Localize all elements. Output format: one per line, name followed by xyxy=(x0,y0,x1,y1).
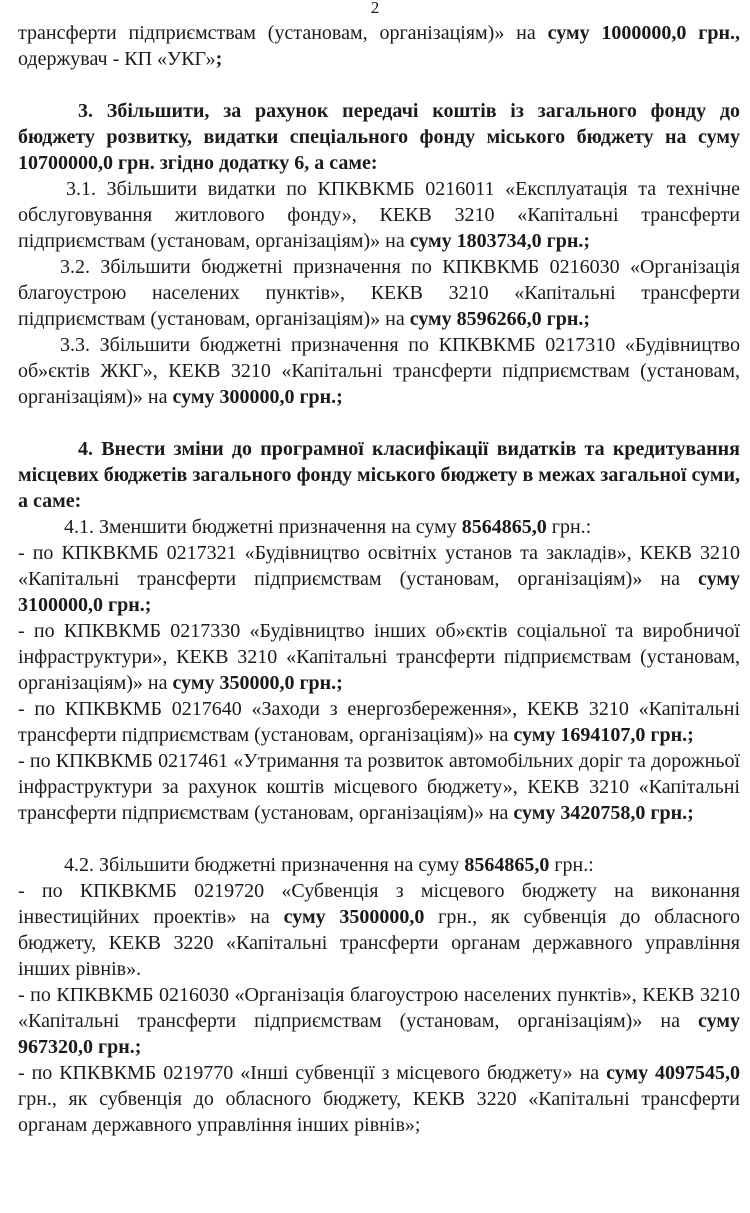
list-item: - по КПКВКМБ 0219720 «Субвенція з місцевого бюджету на виконання інвестиційних проектів» на суму 3500000,0 грн., як субвенція до обласного бюджету, КЕКВ 3220 «Капітальні трансферти органам державного управління інших рівнів». xyxy=(18,880,740,980)
page-number: 2 xyxy=(370,0,380,17)
section-3-heading: 3. Збільшити, за рахунок передачі коштів із загального фонду до бюджету розвитку, видатки спеціального фонду міського бюджету на суму 10700000,0 грн. згідно додатку 6, а саме: xyxy=(18,100,740,174)
continuation-amount: суму 1000000,0 грн., xyxy=(547,22,740,44)
item-4-2: 4.2. Збільшити бюджетні призначення на суму 8564865,0 грн.: xyxy=(64,854,594,876)
continuation-paragraph xyxy=(18,20,740,72)
list-item: - по КПКВКМБ 0217330 «Будівництво інших об»єктів соціальної та виробничої інфраструктури», КЕКВ 3210 «Капітальні трансферти підприємствам (установам, організаціям)» на суму 350000,0 грн.; xyxy=(18,620,740,694)
list-item: - по КПКВКМБ 0217461 «Утримання та розвиток автомобільних доріг та дорожньої інфраструктури за рахунок коштів місцевого бюджету», КЕКВ 3210 «Капітальні трансферти підприємствам (установам, організаціям)» на суму 3420758,0 грн.; xyxy=(18,750,740,824)
list-item: - по КПКВКМБ 0219770 «Інші субвенції з місцевого бюджету» на суму 4097545,0 грн., як субвенція до обласного бюджету, КЕКВ 3220 «Капітальні трансферти органам державного управління інших рівнів»; xyxy=(18,1062,740,1136)
list-item: - по КПКВКМБ 0217321 «Будівництво освітніх установ та закладів», КЕКВ 3210 «Капітальні трансферти підприємствам (установам, організаціям)» на суму 3100000,0 грн.; xyxy=(18,542,740,616)
item-3-1: 3.1. Збільшити видатки по КПКВКМБ 0216011 «Експлуатація та технічне обслуговування житлового фонду», КЕКВ 3210 «Капітальні трансферти підприємствам (установам, організаціям)» на суму 1803734,0 грн.; xyxy=(18,178,740,252)
item-4-1: 4.1. Зменшити бюджетні призначення на суму 8564865,0 грн.: xyxy=(64,516,592,538)
item-3-2: 3.2. Збільшити бюджетні призначення по КПКВКМБ 0216030 «Організація благоустрою населених пунктів», КЕКВ 3210 «Капітальні трансферти підприємствам (установам, організаціям)» на суму 8596266,0 грн.; xyxy=(18,256,740,330)
continuation-recipient: одержувач - КП «УКГ» xyxy=(18,48,216,70)
item-3-3: 3.3. Збільшити бюджетні призначення по КПКВКМБ 0217310 «Будівництво об»єктів ЖКГ», КЕКВ 3210 «Капітальні трансферти підприємствам (установам, організаціям)» на суму 300000,0 грн.; xyxy=(18,334,740,408)
list-item: - по КПКВКМБ 0216030 «Організація благоустрою населених пунктів», КЕКВ 3210 «Капітальні трансферти підприємствам (установам, організаціям)» на суму 967320,0 грн.; xyxy=(18,984,740,1058)
continuation-end: ; xyxy=(215,48,223,70)
continuation-text: трансферти підприємствам (установам, організаціям)» на xyxy=(18,22,548,44)
list-item: - по КПКВКМБ 0217640 «Заходи з енергозбереження», КЕКВ 3210 «Капітальні трансферти підприємствам (установам, організаціям)» на суму 1694107,0 грн.; xyxy=(18,698,740,746)
section-4-heading: 4. Внести зміни до програмної класифікації видатків та кредитування місцевих бюджетів загального фонду міського бюджету в межах загальної суми, а саме: xyxy=(18,438,740,512)
document-body xyxy=(18,20,740,1138)
